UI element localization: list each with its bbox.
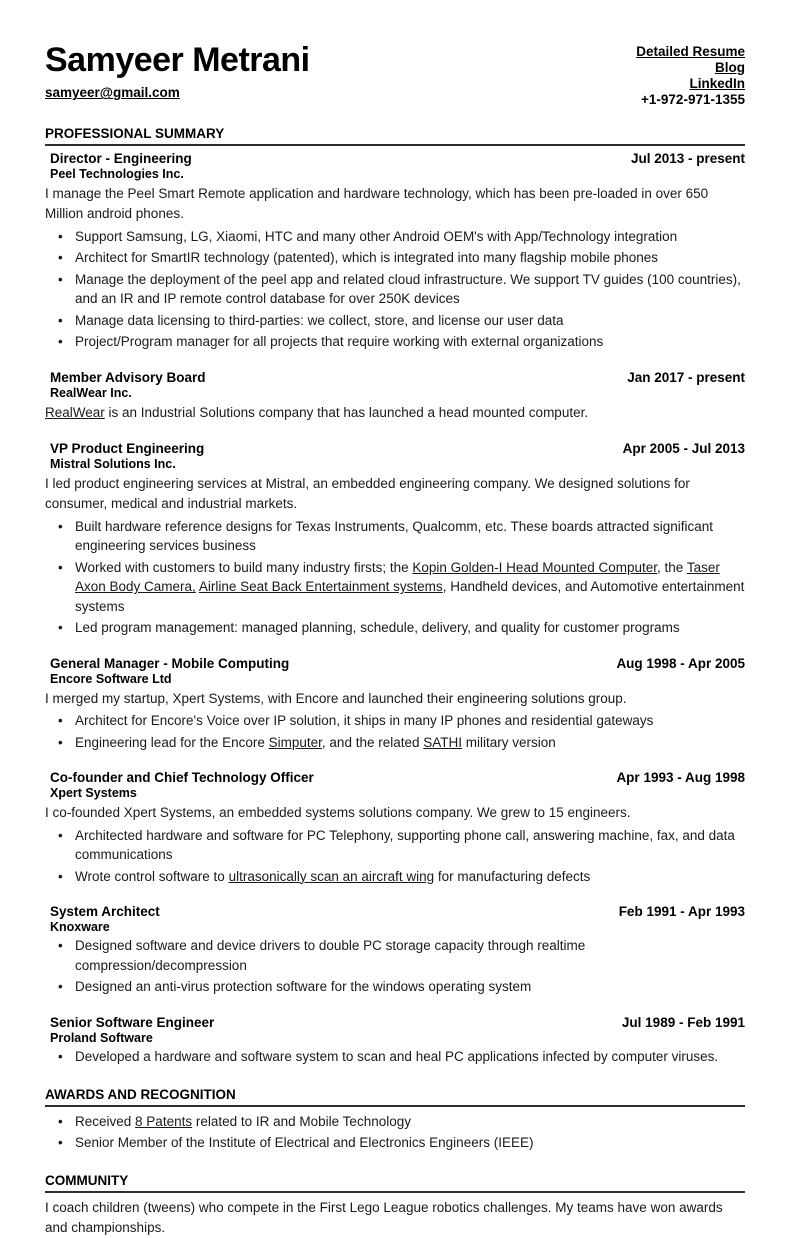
bullet-list: [45, 936, 745, 997]
job-dates: Apr 2005 - Jul 2013: [622, 441, 745, 457]
inline-link[interactable]: RealWear: [45, 404, 105, 420]
resume-section: [45, 1087, 745, 1153]
inline-link[interactable]: Airline Seat Back Entertainment systems: [198, 579, 443, 595]
bullet-item: • Worked with customers to build many industry firsts; the Kopin Golden-I Head Mounted Computer, the Taser Axon Body Camera, Airline Seat Back Entertainment systems, Handheld devices, and Automotive entertainment systems: [45, 558, 745, 617]
person-name: Samyeer Metrani: [45, 41, 310, 79]
inline-link[interactable]: Kopin Golden-I Head Mounted Computer: [412, 559, 658, 575]
job-summary: RealWear is an Industrial Solutions company that has launched a head mounted computer.: [45, 404, 589, 420]
job-company: Encore Software Ltd: [50, 672, 172, 686]
job-dates: Jul 2013 - present: [630, 151, 745, 166]
bullet-list: [45, 711, 745, 752]
job-entry: [45, 370, 745, 423]
job-summary: I manage the Peel Smart Remote application and hardware technology, which has been pre-loaded in over 650 Million android phones.: [45, 186, 709, 222]
section-title: PROFESSIONAL SUMMARY: [45, 126, 745, 146]
job-summary: I co-founded Xpert Systems, an embedded systems solutions company. We grew to 15 engineers.: [45, 805, 631, 821]
bullet-item: • Built hardware reference designs for Texas Instruments, Qualcomm, etc. These boards attracted significant engineering services business: [45, 517, 745, 556]
job-entry: [45, 151, 745, 352]
section-title: AWARDS AND RECOGNITION: [45, 1087, 745, 1107]
job-company: RealWear Inc.: [50, 385, 132, 400]
job-entry: [45, 904, 745, 997]
job-entry: [45, 441, 745, 638]
bullet-item: • Architected hardware and software for PC Telephony, supporting phone call, answering machine, fax, and data communications: [45, 826, 745, 865]
bullet-item: • Engineering lead for the Encore Simputer, and the related SATHI military version: [45, 733, 745, 753]
job-dates: Jul 1989 - Feb 1991: [621, 1015, 745, 1030]
bullet-item: • Wrote control software to ultrasonically scan an aircraft wing for manufacturing defects: [45, 867, 745, 887]
bullet-item: • Project/Program manager for all projects that require working with external organizations: [45, 332, 745, 352]
linkedin-link[interactable]: LinkedIn: [689, 76, 745, 91]
bullet-list: [45, 1112, 745, 1153]
header-left: [45, 42, 310, 102]
bullet-list: [45, 826, 745, 887]
job-dates: Jan 2017 - present: [627, 369, 745, 385]
job-dates: Aug 1998 - Apr 2005: [616, 656, 745, 671]
job-summary: I merged my startup, Xpert Systems, with Encore and launched their engineering solutions group.: [45, 691, 627, 706]
phone-number: +1-972-971-1355: [641, 92, 745, 107]
job-title: Co-founder and Chief Technology Officer: [50, 770, 314, 786]
detailed-resume-link[interactable]: Detailed Resume: [636, 44, 745, 59]
job-header-row: [45, 904, 745, 919]
bullet-item: • Designed an anti-virus protection software for the windows operating system: [45, 977, 745, 997]
bullet-item: • Developed a hardware and software system to scan and heal PC applications infected by computer viruses.: [45, 1047, 745, 1067]
job-header-row: [45, 151, 745, 166]
job-header-row: [45, 656, 745, 671]
resume-sections: [45, 126, 745, 1238]
section-paragraph: I coach children (tweens) who compete in the First Lego League robotics challenges. My teams have won awards and championships.: [45, 1199, 723, 1235]
bullet-item: • Support Samsung, LG, Xiaomi, HTC and many other Android OEM's with App/Technology integration: [45, 227, 745, 247]
job-summary: I led product engineering services at Mistral, an embedded engineering company. We designed solutions for consumer, medical and industrial markets.: [45, 476, 690, 512]
job-title: VP Product Engineering: [50, 441, 205, 457]
resume-header: [45, 42, 745, 108]
resume-section: [45, 1173, 745, 1238]
bullet-item: • Manage the deployment of the peel app and related cloud infrastructure. We support TV guides (100 countries), and an IR and IP remote control database for over 250K devices: [45, 270, 745, 309]
header-right: [636, 42, 745, 108]
bullet-item: • Architect for Encore's Voice over IP solution, it ships in many IP phones and residential gateways: [45, 711, 745, 731]
inline-link[interactable]: Simputer: [268, 734, 322, 750]
job-entry: [45, 656, 745, 752]
job-header-row: [45, 770, 745, 785]
job-company: Proland Software: [50, 1031, 153, 1045]
job-title: System Architect: [50, 904, 160, 920]
email-link[interactable]: samyeer@gmail.com: [45, 85, 180, 101]
job-title: General Manager - Mobile Computing: [50, 656, 290, 671]
bullet-item: • Designed software and device drivers to double PC storage capacity through realtime compression/decompression: [45, 936, 745, 975]
bullet-list: [45, 517, 745, 638]
job-title: Director - Engineering: [50, 151, 192, 166]
bullet-item: • Manage data licensing to third-parties: we collect, store, and license our user data: [45, 311, 745, 331]
bullet-item: • Architect for SmartIR technology (patented), which is integrated into many flagship mobile phones: [45, 248, 745, 268]
bullet-item: • Led program management: managed planning, schedule, delivery, and quality for customer programs: [45, 618, 745, 638]
resume-section: [45, 126, 745, 1067]
job-company: Peel Technologies Inc.: [50, 167, 184, 181]
job-title: Member Advisory Board: [50, 369, 206, 385]
job-dates: Apr 1993 - Aug 1998: [616, 770, 745, 786]
inline-link[interactable]: 8 Patents: [135, 1113, 193, 1129]
inline-link[interactable]: SATHI: [423, 734, 463, 750]
job-dates: Feb 1991 - Apr 1993: [618, 904, 745, 920]
job-company: Xpert Systems: [50, 786, 137, 801]
job-entry: [45, 770, 745, 886]
inline-link[interactable]: Taser Axon Body Camera,: [75, 559, 720, 595]
bullet-item: • Received 8 Patents related to IR and Mobile Technology: [45, 1112, 745, 1132]
inline-link[interactable]: ultrasonically scan an aircraft wing: [228, 868, 435, 884]
bullet-item: • Senior Member of the Institute of Electrical and Electronics Engineers (IEEE): [45, 1133, 745, 1153]
job-title: Senior Software Engineer: [50, 1015, 215, 1030]
blog-link[interactable]: Blog: [715, 60, 745, 75]
bullet-list: [45, 1047, 745, 1067]
section-title: COMMUNITY: [45, 1173, 745, 1193]
job-company: Mistral Solutions Inc.: [50, 457, 176, 472]
job-header-row: [45, 441, 745, 456]
job-company: Knoxware: [50, 920, 110, 935]
job-header-row: [45, 370, 745, 385]
bullet-list: [45, 227, 745, 352]
